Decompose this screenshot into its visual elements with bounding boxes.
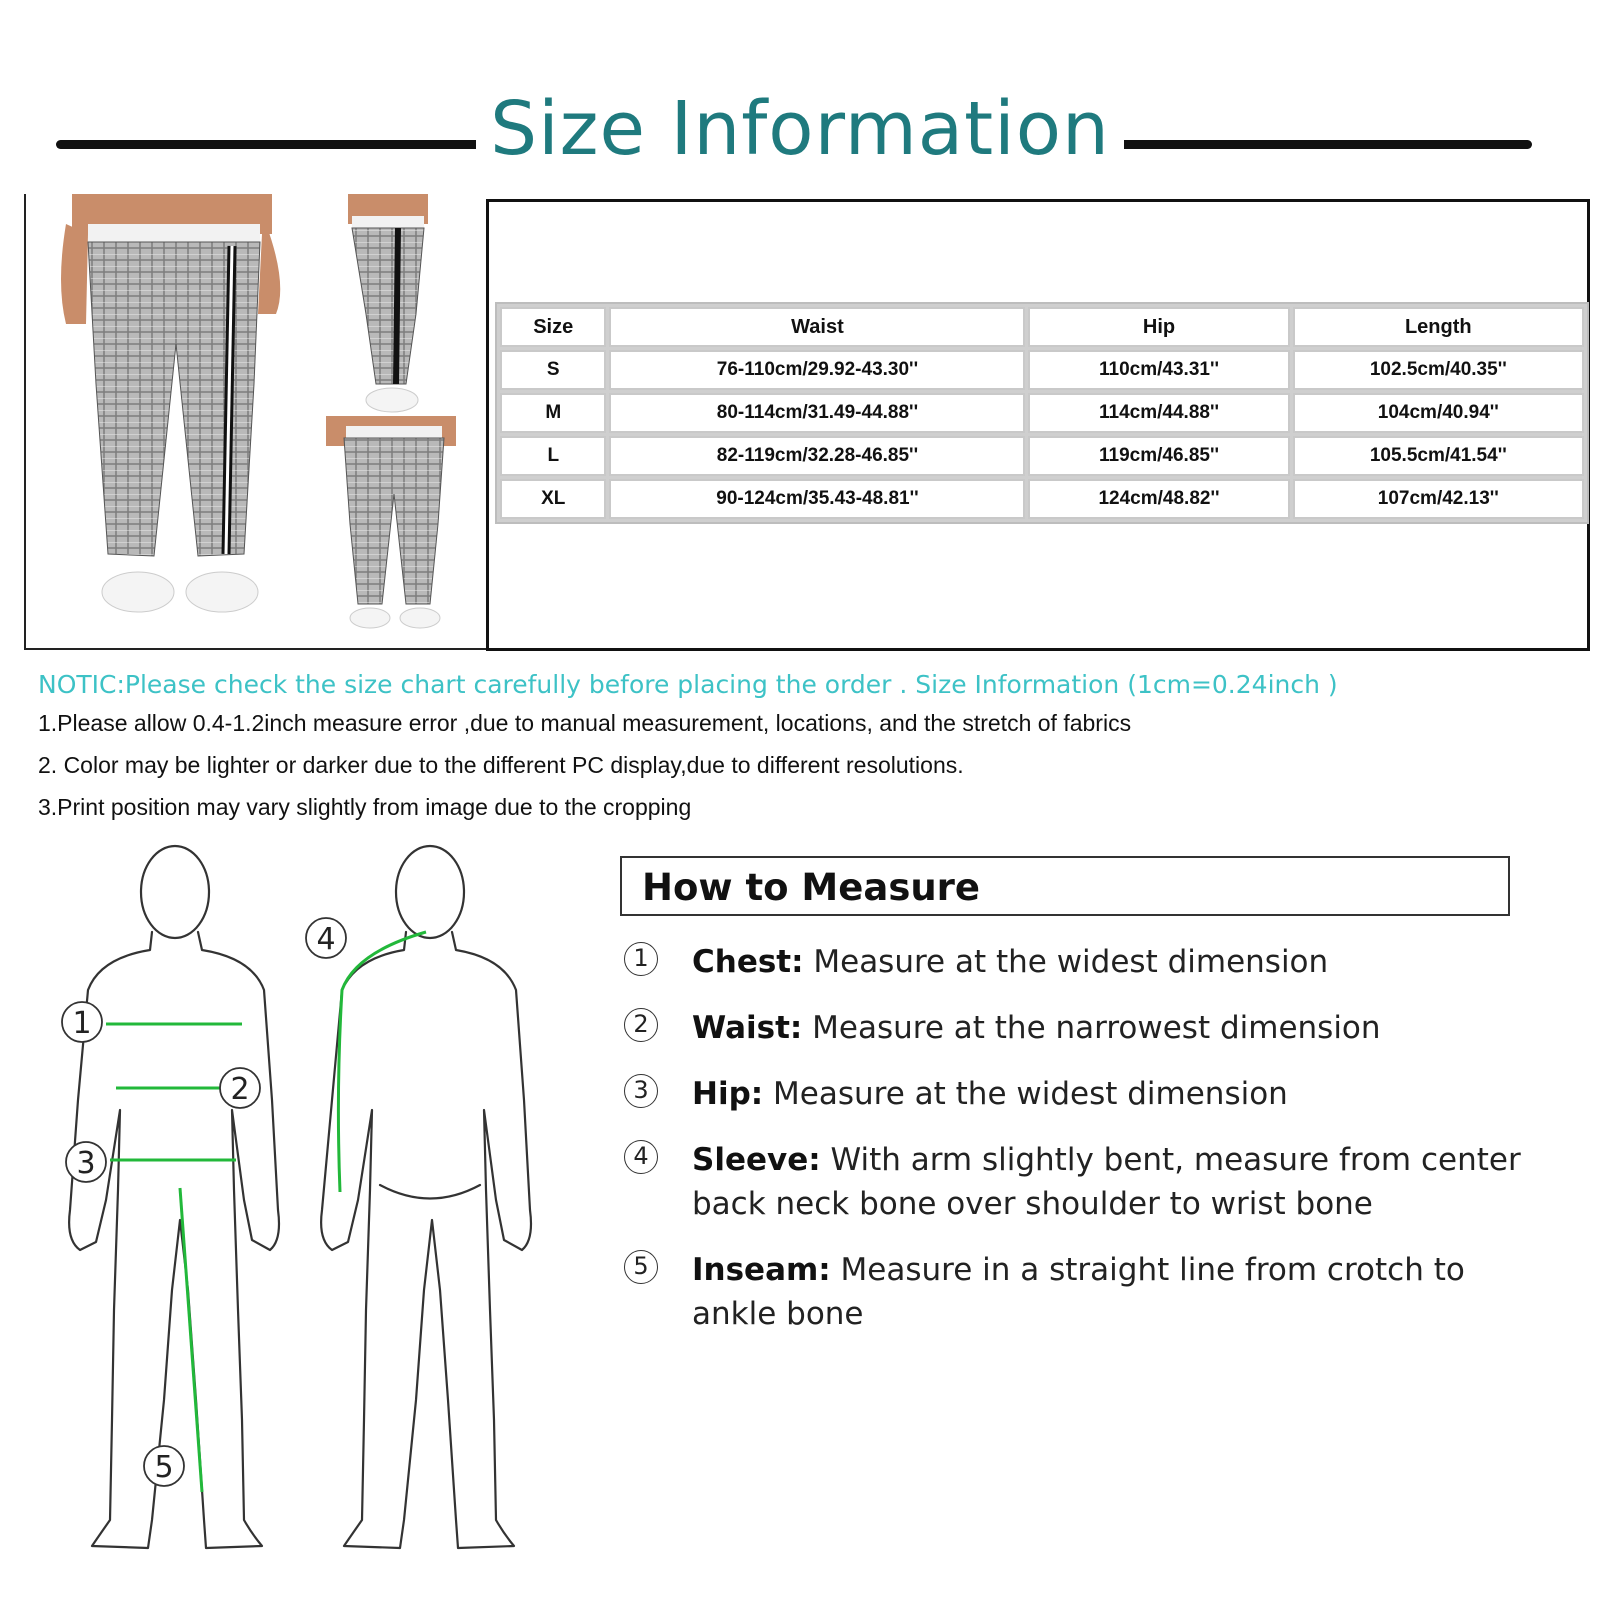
measure-description: With arm slightly bent, measure from center back neck bone over shoulder to wrist bone: [692, 1142, 1521, 1222]
measure-label: Inseam:: [692, 1252, 831, 1288]
model-front: [61, 194, 280, 612]
table-row: [500, 479, 1584, 519]
sleeve-line: [338, 932, 426, 1192]
model-side: [348, 194, 428, 412]
number-5-icon: 5: [624, 1250, 658, 1284]
note-2: 2. Color may be lighter or darker due to the different PC display,due to different resolutions.: [38, 752, 964, 778]
measure-description: Measure at the widest dimension: [803, 944, 1329, 980]
column-header-waist: Waist: [609, 307, 1025, 347]
header: [0, 80, 1600, 190]
number-2-icon: 2: [624, 1008, 658, 1042]
product-photos: [24, 194, 486, 650]
marker-4-label: 4: [316, 922, 336, 957]
how-to-measure-header: [620, 856, 1510, 916]
inseam-line: [180, 1188, 202, 1492]
measure-description: Measure at the widest dimension: [763, 1076, 1288, 1112]
marker-5-label: 5: [154, 1450, 174, 1485]
marker-1-label: 1: [72, 1006, 92, 1041]
back-figure: [321, 846, 531, 1548]
table-header-row: [500, 307, 1584, 347]
measure-waist-text: [692, 1006, 1522, 1050]
measure-chest-text: [692, 940, 1522, 984]
measure-hip-text: [692, 1072, 1522, 1116]
measure-label: Sleeve:: [692, 1142, 821, 1178]
cell-hip: 119cm/46.85'': [1028, 436, 1289, 476]
number-4-icon: 4: [624, 1140, 658, 1174]
cell-hip: 110cm/43.31'': [1028, 350, 1289, 390]
body-outline-diagram: [40, 840, 600, 1580]
notice-text: NOTIC:Please check the size chart carefully before placing the order . Size Information (1cm=0.24inch ): [38, 670, 1338, 699]
note-3: 3.Print position may vary slightly from image due to the cropping: [38, 794, 692, 820]
front-figure: [69, 846, 279, 1548]
page-title: [0, 86, 1600, 172]
marker-3-label: 3: [76, 1146, 96, 1181]
column-header-hip: Hip: [1028, 307, 1289, 347]
product-photos-illustration: [26, 194, 486, 650]
measure-label: Hip:: [692, 1076, 764, 1112]
cell-hip: 114cm/44.88'': [1028, 393, 1289, 433]
cell-length: 107cm/42.13'': [1293, 479, 1584, 519]
size-table: [495, 302, 1589, 524]
measure-description: Measure at the narrowest dimension: [802, 1010, 1381, 1046]
measure-inseam-text: [692, 1248, 1522, 1336]
note-1: 1.Please allow 0.4-1.2inch measure error ,due to manual measurement, locations, and the stretch of fabrics: [38, 710, 1132, 736]
table-row: [500, 436, 1584, 476]
model-back: [326, 416, 456, 628]
cell-length: 102.5cm/40.35'': [1293, 350, 1584, 390]
table-row: [500, 393, 1584, 433]
measurement-figures: [40, 840, 600, 1580]
table-row: [500, 350, 1584, 390]
number-3-icon: 3: [624, 1074, 658, 1108]
how-to-measure-title: How to Measure: [642, 866, 981, 909]
size-chart-frame: [486, 199, 1590, 651]
cell-length: 105.5cm/41.54'': [1293, 436, 1584, 476]
cell-size: S: [500, 350, 606, 390]
cell-size: XL: [500, 479, 606, 519]
number-1-icon: 1: [624, 942, 658, 976]
cell-waist: 90-124cm/35.43-48.81'': [609, 479, 1025, 519]
cell-length: 104cm/40.94'': [1293, 393, 1584, 433]
cell-waist: 82-119cm/32.28-46.85'': [609, 436, 1025, 476]
measure-sleeve-text: [692, 1138, 1522, 1226]
page-title-text: Size Information: [476, 86, 1124, 172]
cell-waist: 76-110cm/29.92-43.30'': [609, 350, 1025, 390]
measure-label: Waist:: [692, 1010, 803, 1046]
measure-label: Chest:: [692, 944, 804, 980]
cell-size: L: [500, 436, 606, 476]
cell-size: M: [500, 393, 606, 433]
measure-description: Measure in a straight line from crotch to ankle bone: [692, 1252, 1465, 1332]
marker-2-label: 2: [230, 1072, 250, 1107]
cell-waist: 80-114cm/31.49-44.88'': [609, 393, 1025, 433]
cell-hip: 124cm/48.82'': [1028, 479, 1289, 519]
column-header-size: Size: [500, 307, 606, 347]
column-header-length: Length: [1293, 307, 1584, 347]
